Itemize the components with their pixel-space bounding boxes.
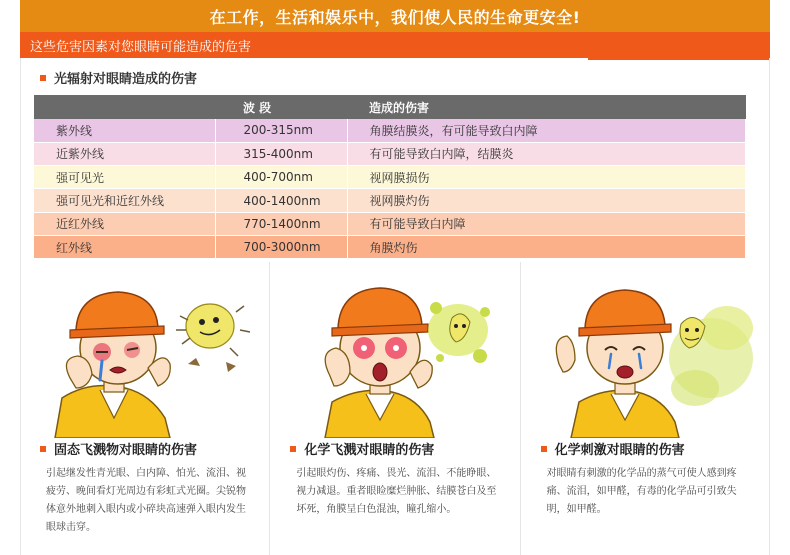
banner-title: 在工作，生活和娱乐中，我们使人民的生命更安全! — [209, 7, 581, 27]
subtitle-bar — [20, 32, 770, 58]
table-row — [34, 235, 746, 258]
panel-2-title: 化学飞溅对眼睛的伤害 — [304, 443, 435, 458]
row-name: 近紫外线 — [34, 142, 215, 165]
table-row — [34, 212, 746, 235]
worker-chemical-splash-illustration — [280, 268, 505, 438]
row-harm: 视网膜损伤 — [347, 166, 746, 189]
row-name: 强可见光 — [34, 166, 215, 189]
table-row — [34, 189, 746, 212]
row-band: 770-1400nm — [215, 212, 347, 235]
row-band: 200-315nm — [215, 119, 347, 142]
radiation-hazard-table — [34, 95, 746, 259]
bullet-square-icon — [40, 446, 46, 452]
bullet-square-icon — [290, 446, 296, 452]
panel-2-heading — [290, 439, 434, 458]
panel-3-heading — [541, 439, 685, 458]
row-harm: 角膜结膜炎，有可能导致白内障 — [347, 119, 746, 142]
panel-2-description: 引起眼灼伤、疼痛、畏光、流泪、不能睁眼、视力减退。重者眼睑糜烂肿胀、结膜苍白及至坏死，角膜呈白色混浊，瞳孔缩小。 — [296, 468, 497, 515]
subtitle-text: 这些危害因素对您眼睛可能造成的危害 — [30, 39, 252, 55]
panel-3-title: 化学刺激对眼睛的伤害 — [554, 443, 685, 458]
row-name: 强可见光和近红外线 — [34, 189, 215, 212]
row-band: 315-400nm — [215, 142, 347, 165]
hazard-panels — [20, 262, 770, 555]
panel-chemical-splash — [270, 262, 520, 555]
header-cell-name — [34, 95, 215, 119]
row-name: 近红外线 — [34, 212, 215, 235]
table-row — [34, 142, 746, 165]
header-cell-band: 波 段 — [215, 95, 347, 119]
bullet-square-icon — [541, 446, 547, 452]
row-harm: 角膜灼伤 — [347, 235, 746, 258]
table-row — [34, 119, 746, 142]
row-harm: 有可能导致白内障 — [347, 212, 746, 235]
row-harm: 视网膜灼伤 — [347, 189, 746, 212]
row-band: 400-1400nm — [215, 189, 347, 212]
top-banner — [20, 0, 770, 32]
panel-3-description: 对眼睛有刺激的化学品的蒸气可使人感到疼痛、流泪，如甲醛，有毒的化学品可引致失明，如甲醛。 — [546, 468, 737, 515]
panel-solid-splash — [20, 262, 270, 555]
panel-1-description: 引起继发性青光眼、白内障、怕光、流泪、视疲劳、晚间看灯光周边有彩虹式光圈。尖锐物体意外地刺入眼内或小碎块高速弹入眼内发生眼球击穿。 — [46, 468, 246, 533]
section-title: 光辐射对眼睛造成的伤害 — [54, 72, 198, 87]
bullet-square-icon — [40, 75, 46, 81]
table-row — [34, 166, 746, 189]
row-band: 700-3000nm — [215, 235, 347, 258]
worker-chemical-fumes-illustration — [531, 268, 756, 438]
row-name: 红外线 — [34, 235, 215, 258]
panel-1-heading — [40, 439, 197, 458]
worker-debris-illustration — [30, 268, 255, 438]
table-header-row — [34, 95, 746, 119]
row-name: 紫外线 — [34, 119, 215, 142]
panel-chemical-irritation — [521, 262, 770, 555]
section-heading — [40, 68, 197, 87]
panel-1-title: 固态飞溅物对眼睛的伤害 — [54, 443, 198, 458]
row-band: 400-700nm — [215, 166, 347, 189]
header-cell-harm: 造成的伤害 — [347, 95, 746, 119]
row-harm: 有可能导致白内障，结膜炎 — [347, 142, 746, 165]
